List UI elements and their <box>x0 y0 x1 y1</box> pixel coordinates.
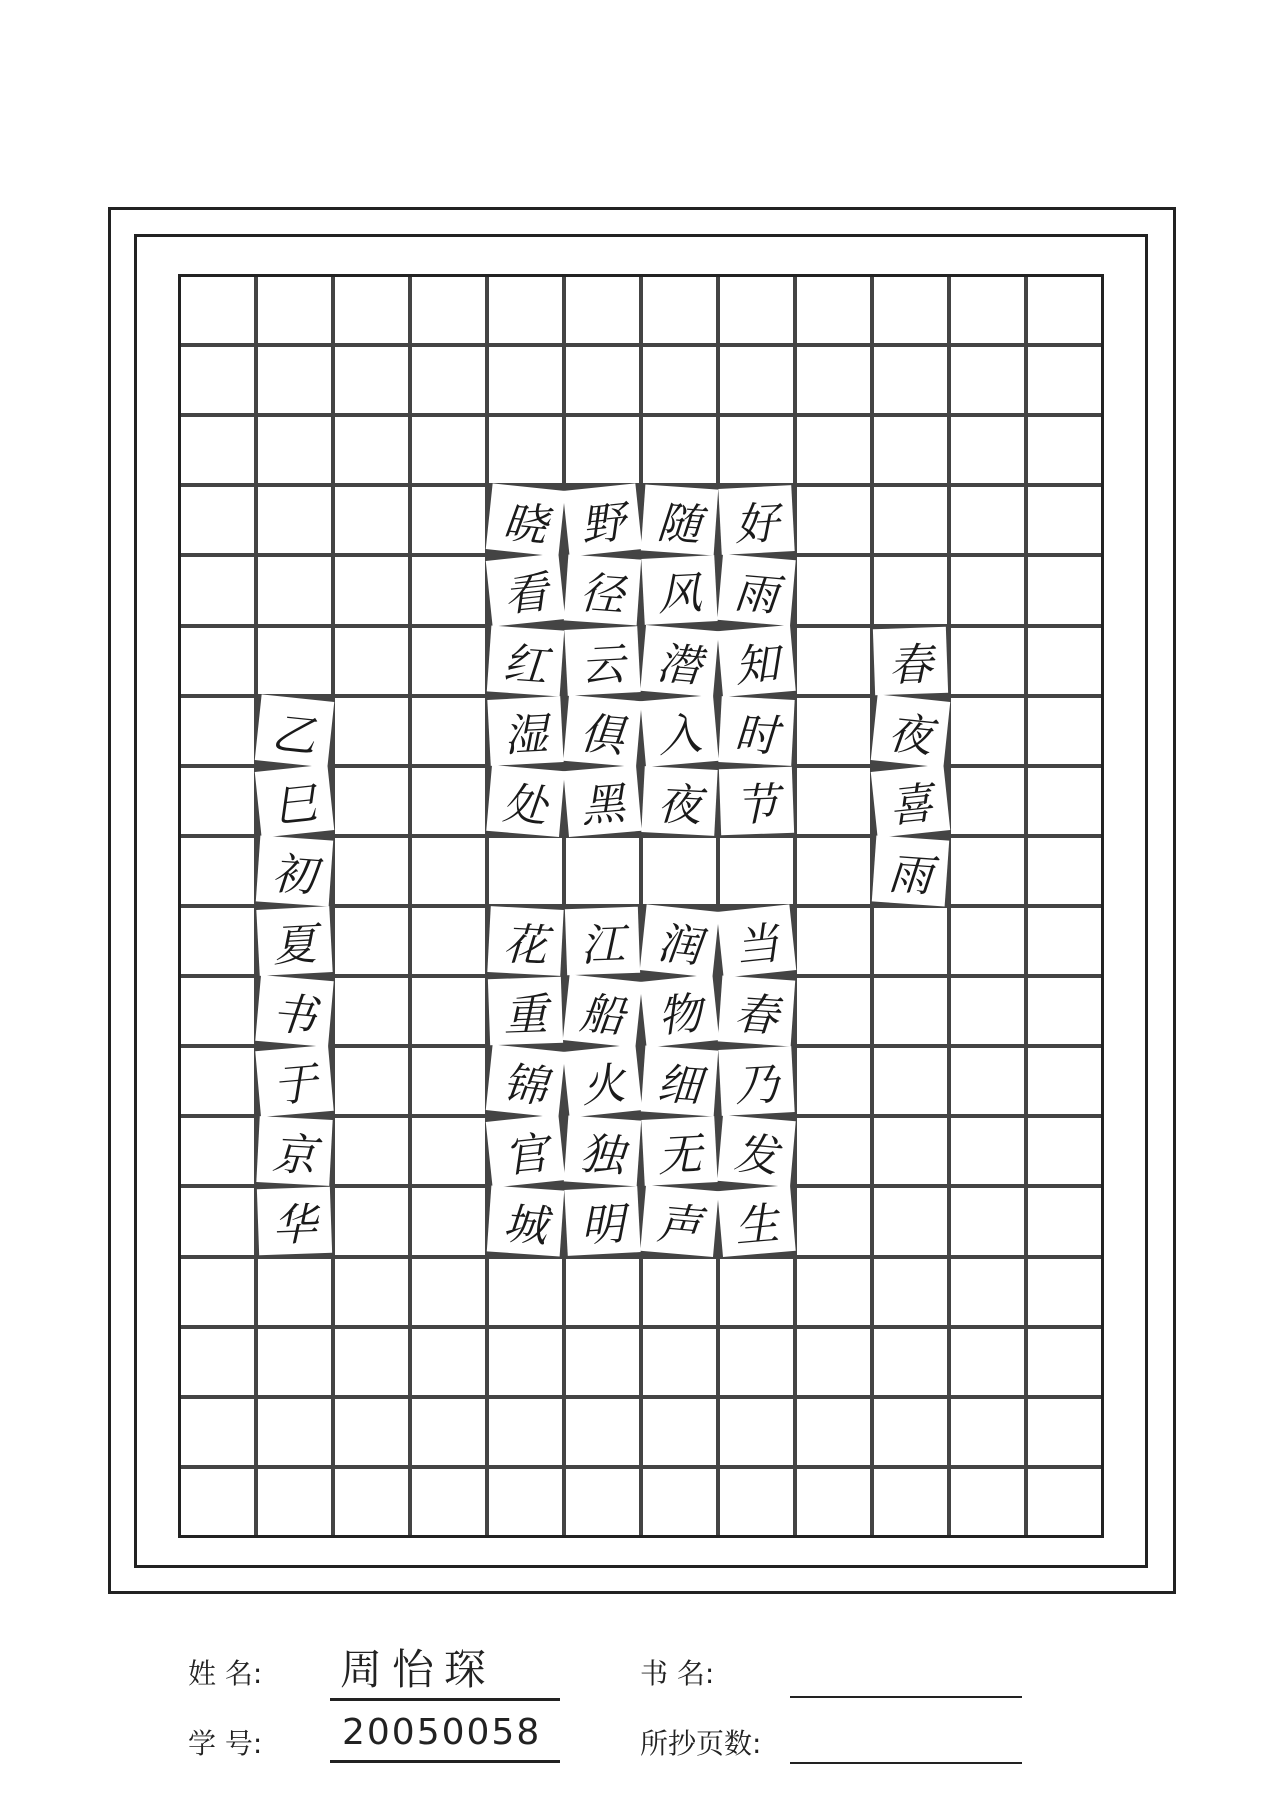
grid-cell <box>874 1188 947 1254</box>
grid-cell <box>874 557 947 623</box>
grid-cell <box>258 1329 331 1395</box>
grid-cell <box>1028 347 1101 413</box>
grid-cell <box>258 487 331 553</box>
handwritten-char: 乙 <box>255 694 335 767</box>
grid-cell <box>951 1329 1024 1395</box>
grid-cell <box>412 838 485 904</box>
handwritten-char: 细 <box>641 1046 718 1117</box>
grid-cell <box>335 698 408 764</box>
grid-cell <box>797 1259 870 1325</box>
grid-cell <box>720 838 793 904</box>
grid-cell <box>951 838 1024 904</box>
grid-cell <box>951 698 1024 764</box>
handwritten-char: 声 <box>640 1185 718 1257</box>
handwritten-char: 夜 <box>641 766 717 836</box>
grid-cell <box>258 347 331 413</box>
grid-cell <box>797 698 870 764</box>
grid-cell <box>1028 557 1101 623</box>
handwritten-char: 江 <box>565 907 640 976</box>
handwritten-char: 雨 <box>872 835 949 906</box>
grid-cell <box>258 277 331 343</box>
grid-cell <box>951 277 1024 343</box>
name-label: 姓 名: <box>188 1657 263 1690</box>
grid-cell <box>412 1118 485 1184</box>
grid-cell <box>1028 1469 1101 1535</box>
grid-cell <box>181 1259 254 1325</box>
handwritten-char: 潜 <box>640 624 718 696</box>
grid-cell <box>335 628 408 694</box>
grid-cell <box>1028 1048 1101 1114</box>
grid-cell <box>951 1399 1024 1465</box>
grid-cell <box>335 908 408 974</box>
grid-cell <box>643 347 716 413</box>
grid-cell <box>951 628 1024 694</box>
student-id-underline <box>330 1760 560 1763</box>
grid-cell <box>412 1188 485 1254</box>
grid-cell <box>412 908 485 974</box>
handwritten-char: 野 <box>563 484 643 557</box>
handwritten-char: 云 <box>564 626 640 696</box>
grid-cell <box>643 838 716 904</box>
grid-cell <box>566 1259 639 1325</box>
grid-cell <box>412 628 485 694</box>
grid-cell <box>412 768 485 834</box>
grid-cell <box>1028 1329 1101 1395</box>
grid-cell <box>951 417 1024 483</box>
grid-cell <box>412 417 485 483</box>
grid-cell <box>1028 908 1101 974</box>
grid-cell <box>489 1259 562 1325</box>
grid-cell <box>874 1329 947 1395</box>
handwritten-char: 城 <box>487 1186 564 1257</box>
grid-cell <box>797 487 870 553</box>
grid-cell <box>412 1329 485 1395</box>
grid-cell <box>720 347 793 413</box>
grid-cell <box>489 347 562 413</box>
grid-cell <box>1028 277 1101 343</box>
handwritten-char: 春 <box>873 626 948 695</box>
grid-cell <box>874 1259 947 1325</box>
grid-cell <box>797 277 870 343</box>
handwritten-char: 雨 <box>717 554 795 626</box>
grid-cell <box>874 347 947 413</box>
grid-cell <box>1028 1259 1101 1325</box>
handwritten-char: 春 <box>718 976 795 1047</box>
grid-cell <box>797 347 870 413</box>
grid-cell <box>874 487 947 553</box>
handwritten-char: 夏 <box>256 906 332 976</box>
grid-cell <box>258 1399 331 1465</box>
grid-cell <box>412 347 485 413</box>
handwritten-char: 于 <box>255 1045 333 1117</box>
grid-cell <box>874 908 947 974</box>
grid-cell <box>335 347 408 413</box>
grid-cell <box>335 1118 408 1184</box>
handwritten-char: 夜 <box>871 694 951 767</box>
grid-cell <box>335 487 408 553</box>
handwritten-char: 巳 <box>255 764 335 837</box>
grid-cell <box>797 1469 870 1535</box>
grid-cell <box>951 908 1024 974</box>
grid-cell <box>335 417 408 483</box>
grid-cell <box>797 1118 870 1184</box>
grid-cell <box>181 908 254 974</box>
grid-cell <box>951 1469 1024 1535</box>
grid-cell <box>1028 698 1101 764</box>
grid-cell <box>335 557 408 623</box>
grid-cell <box>797 417 870 483</box>
grid-cell <box>720 1469 793 1535</box>
grid-cell <box>181 1048 254 1114</box>
grid-cell <box>566 1469 639 1535</box>
grid-cell <box>412 1469 485 1535</box>
handwritten-char: 独 <box>564 1116 641 1187</box>
grid-cell <box>181 838 254 904</box>
grid-cell <box>951 1188 1024 1254</box>
handwritten-char: 俱 <box>563 695 641 767</box>
grid-cell <box>1028 1399 1101 1465</box>
pages-underline <box>790 1762 1022 1764</box>
grid-cell <box>1028 838 1101 904</box>
handwritten-char: 时 <box>718 696 794 766</box>
handwritten-char: 节 <box>719 767 794 836</box>
grid-cell <box>181 1118 254 1184</box>
grid-cell <box>951 768 1024 834</box>
grid-cell <box>797 908 870 974</box>
grid-cell <box>951 1118 1024 1184</box>
writing-grid <box>178 274 1104 1538</box>
grid-cell <box>797 1399 870 1465</box>
handwritten-char: 无 <box>641 1116 717 1186</box>
grid-cell <box>797 1188 870 1254</box>
grid-cell <box>797 628 870 694</box>
grid-cell <box>874 1048 947 1114</box>
handwritten-char: 初 <box>256 835 333 906</box>
grid-cell <box>181 978 254 1044</box>
handwritten-char: 物 <box>640 974 720 1047</box>
grid-cell <box>797 978 870 1044</box>
handwritten-char: 晓 <box>486 484 566 557</box>
grid-cell <box>258 1259 331 1325</box>
handwritten-char: 当 <box>717 904 797 977</box>
grid-cell <box>797 768 870 834</box>
grid-cell <box>489 1329 562 1395</box>
handwritten-char: 京 <box>256 1116 332 1186</box>
grid-cell <box>335 1188 408 1254</box>
student-id-label: 学 号: <box>188 1727 263 1760</box>
grid-cell <box>874 1118 947 1184</box>
grid-cell <box>566 1329 639 1395</box>
grid-cell <box>335 978 408 1044</box>
grid-cell <box>1028 1118 1101 1184</box>
grid-cell <box>874 277 947 343</box>
grid-cell <box>489 838 562 904</box>
handwritten-char: 喜 <box>871 764 951 837</box>
grid-cell <box>412 1259 485 1325</box>
handwritten-char: 润 <box>640 904 720 977</box>
handwritten-char: 径 <box>564 555 641 626</box>
grid-cell <box>412 277 485 343</box>
handwritten-char: 红 <box>487 625 564 696</box>
grid-cell <box>181 1399 254 1465</box>
grid-cell <box>181 698 254 764</box>
handwritten-char: 船 <box>563 974 643 1047</box>
grid-cell <box>1028 1188 1101 1254</box>
grid-cell <box>181 768 254 834</box>
grid-cell <box>874 1399 947 1465</box>
grid-cell <box>720 1329 793 1395</box>
handwritten-char: 官 <box>486 1115 566 1188</box>
handwritten-char: 发 <box>717 1115 795 1187</box>
grid-cell <box>489 1399 562 1465</box>
grid-cell <box>643 1469 716 1535</box>
grid-cell <box>797 838 870 904</box>
grid-cell <box>951 487 1024 553</box>
grid-cell <box>797 1048 870 1114</box>
book-label: 书 名: <box>640 1657 715 1690</box>
handwritten-char: 生 <box>717 1185 795 1257</box>
grid-cell <box>181 628 254 694</box>
grid-cell <box>489 1469 562 1535</box>
grid-cell <box>566 347 639 413</box>
grid-cell <box>412 978 485 1044</box>
grid-cell <box>1028 628 1101 694</box>
handwritten-char: 锦 <box>486 1045 566 1118</box>
grid-cell <box>720 1259 793 1325</box>
pages-label: 所抄页数: <box>640 1727 762 1760</box>
grid-cell <box>566 838 639 904</box>
handwritten-char: 明 <box>564 1187 640 1257</box>
grid-cell <box>181 1188 254 1254</box>
grid-cell <box>1028 417 1101 483</box>
handwritten-char: 华 <box>257 1187 332 1256</box>
name-value: 周怡琛 <box>340 1645 497 1694</box>
grid-cell <box>181 1329 254 1395</box>
grid-cell <box>181 277 254 343</box>
grid-cell <box>335 1399 408 1465</box>
grid-cell <box>1028 768 1101 834</box>
name-underline <box>330 1698 560 1701</box>
grid-cell <box>951 978 1024 1044</box>
handwritten-char: 风 <box>641 556 717 626</box>
grid-cell <box>951 1048 1024 1114</box>
grid-cell <box>412 1399 485 1465</box>
grid-cell <box>797 557 870 623</box>
grid-cell <box>181 1469 254 1535</box>
grid-cell <box>720 417 793 483</box>
grid-cell <box>412 1048 485 1114</box>
handwritten-char: 处 <box>486 765 564 837</box>
grid-cell <box>566 277 639 343</box>
grid-cell <box>181 557 254 623</box>
grid-cell <box>412 698 485 764</box>
handwritten-char: 书 <box>255 975 333 1047</box>
book-underline <box>790 1696 1022 1698</box>
grid-cell <box>643 1329 716 1395</box>
handwritten-char: 随 <box>641 485 718 556</box>
grid-cell <box>335 1048 408 1114</box>
grid-cell <box>258 417 331 483</box>
grid-cell <box>874 417 947 483</box>
grid-cell <box>643 277 716 343</box>
grid-cell <box>335 838 408 904</box>
handwritten-char: 重 <box>488 977 563 1046</box>
grid-cell <box>335 1259 408 1325</box>
grid-cell <box>335 1469 408 1535</box>
grid-cell <box>181 487 254 553</box>
grid-cell <box>412 487 485 553</box>
grid-cell <box>335 1329 408 1395</box>
grid-cell <box>643 1259 716 1325</box>
grid-cell <box>335 277 408 343</box>
handwritten-char: 花 <box>487 906 563 976</box>
handwritten-char: 入 <box>640 695 718 767</box>
grid-cell <box>258 557 331 623</box>
grid-cell <box>951 347 1024 413</box>
handwritten-char: 火 <box>563 1045 643 1118</box>
handwritten-char: 乃 <box>718 1046 794 1116</box>
grid-cell <box>258 628 331 694</box>
handwritten-char: 好 <box>718 485 794 555</box>
grid-cell <box>720 1399 793 1465</box>
student-id-value: 20050058 <box>342 1712 542 1753</box>
handwritten-char: 看 <box>486 554 566 627</box>
grid-cell <box>643 1399 716 1465</box>
handwritten-char: 知 <box>717 624 795 696</box>
grid-cell <box>874 978 947 1044</box>
grid-cell <box>874 1469 947 1535</box>
grid-cell <box>489 417 562 483</box>
grid-cell <box>335 768 408 834</box>
grid-cell <box>489 277 562 343</box>
grid-cell <box>412 557 485 623</box>
grid-cell <box>566 1399 639 1465</box>
grid-cell <box>797 1329 870 1395</box>
handwritten-char: 黑 <box>563 765 641 837</box>
grid-cell <box>643 417 716 483</box>
grid-cell <box>951 557 1024 623</box>
handwritten-char: 湿 <box>487 696 563 766</box>
grid-cell <box>720 277 793 343</box>
grid-cell <box>181 347 254 413</box>
grid-cell <box>951 1259 1024 1325</box>
grid-cell <box>566 417 639 483</box>
grid-cell <box>258 1469 331 1535</box>
grid-cell <box>1028 978 1101 1044</box>
grid-cell <box>1028 487 1101 553</box>
grid-cell <box>181 417 254 483</box>
